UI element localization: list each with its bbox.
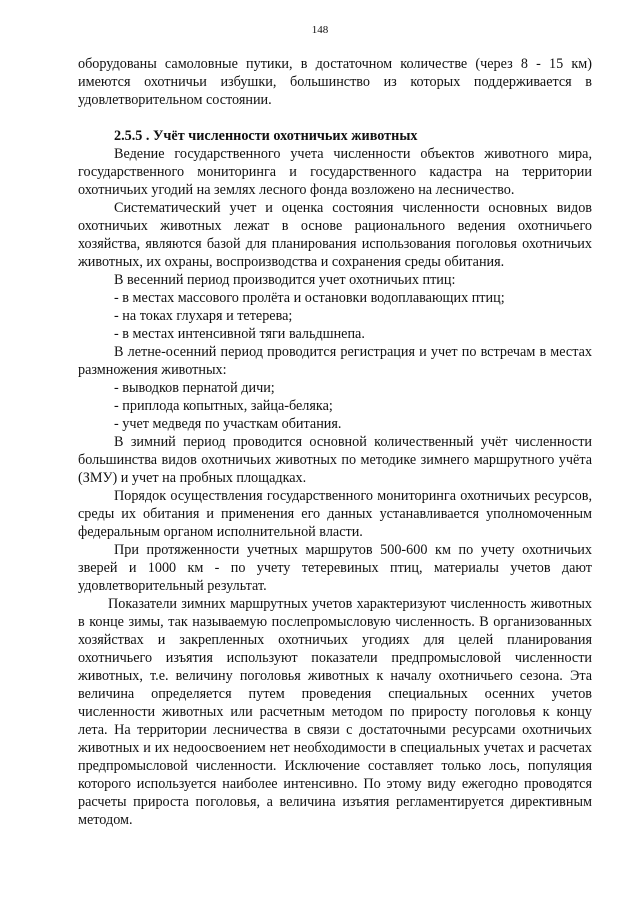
paragraph-spring-intro: В весенний период производится учет охотничьих птиц:	[114, 272, 456, 288]
paragraph-winter: В зимний период проводится основной количественный учёт численности большинства видов охотничьих животных по методике зимнего маршрутного учёта (ЗМУ) и учет на пробных площадках.	[78, 434, 592, 486]
paragraph-routes: При протяженности учетных маршрутов 500-600 км по учету охотничьих зверей и 1000 км - по учету тетеревиных птиц, материалы учетов дают удовлетворительный результат.	[78, 542, 592, 594]
list-item: - в местах массового пролёта и остановки водоплавающих птиц;	[114, 290, 505, 306]
paragraph-indicators: Показатели зимних маршрутных учетов характеризуют численность животных в конце зимы, так называемую послепромысловую численность. В организованных хозяйствах и закрепленных охотничьих угодиях для целей планирования охотничьего изъятия используют показатели предпромысловой численности животных, т.е. величину поголовья животных к началу охотничьего сезона. Эта величина определяется путем проведения специальных осенних учетов численности животных или расчетным методом по приросту поголовья к концу лета. На территории лесничества в связи с достаточными ресурсами охотничьих животных и их недоосвоением нет необходимости в специальных учетах и расчетах предпромысловой численности. Исключение составляет только лось, популяция которого используется наиболее интенсивно. По этому виду ежегодно проводятся расчеты прироста поголовья, а величина изъятия регламентируется директивным методом.	[78, 596, 592, 828]
paragraph-systematic-accounting: Систематический учет и оценка состояния численности основных видов охотничьих животных лежат в основе рационального ведения охотничьего хозяйства, являются базой для планирования использования поголовья охотничьих животных, их охраны, воспроизводства и сохранения среды обитания.	[78, 200, 592, 270]
list-item: - выводков пернатой дичи;	[114, 380, 275, 396]
paragraph-summer-intro: В летне-осенний период проводится регистрация и учет по встречам в местах размножения животных:	[78, 344, 592, 378]
paragraph-state-accounting: Ведение государственного учета численности объектов животного мира, государственного мониторинга и государственного кадастра на территории охотничьих угодий на землях лесного фонда возложено на лесничество.	[78, 146, 592, 198]
summer-list	[78, 379, 592, 433]
section-heading: 2.5.5 . Учёт численности охотничьих животных	[114, 128, 418, 144]
paragraph-procedure: Порядок осуществления государственного мониторинга охотничьих ресурсов, среды их обитания и применения его данных устанавливается уполномоченным федеральным органом исполнительной власти.	[78, 488, 592, 540]
document-body	[78, 55, 592, 829]
spring-list	[78, 289, 592, 343]
list-item: - приплода копытных, зайца-беляка;	[114, 398, 333, 414]
list-item: - на токах глухаря и тетерева;	[114, 308, 293, 324]
page-number: 148	[311, 24, 329, 36]
list-item: - в местах интенсивной тяги вальдшнепа.	[114, 326, 365, 342]
paragraph-continuation: оборудованы самоловные путики, в достаточном количестве (через 8 - 15 км) имеются охотничьи избушки, большинство из которых поддерживается в удовлетворительном состоянии.	[78, 56, 592, 108]
list-item: - учет медведя по участкам обитания.	[114, 416, 342, 432]
